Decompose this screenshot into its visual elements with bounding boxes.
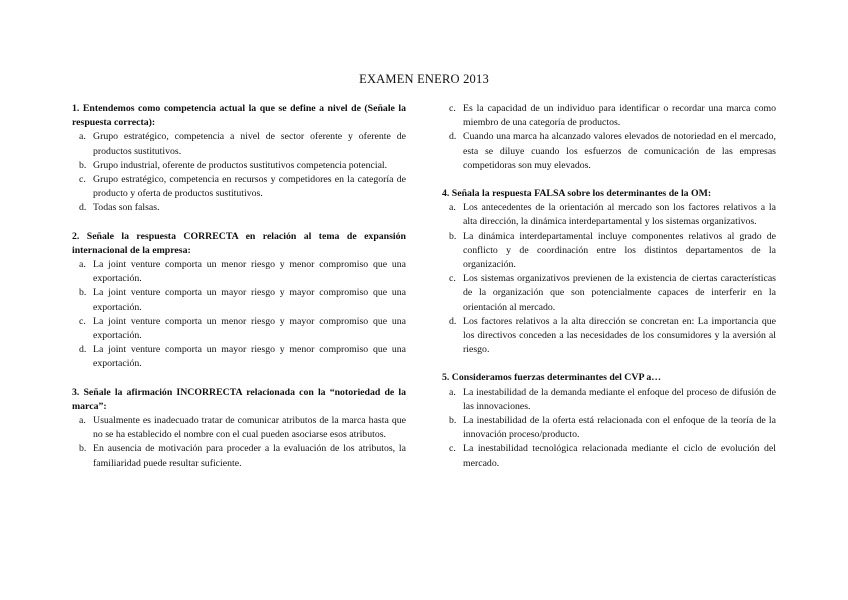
option-letter: d.	[449, 131, 457, 143]
question-title: 2. Señale la respuesta CORRECTA en relación al tema de expansión internacional de la empresa:	[72, 230, 406, 256]
option-item	[442, 201, 776, 229]
option-item	[442, 130, 776, 173]
option-letter: b.	[79, 159, 87, 171]
option-letter: a.	[79, 415, 86, 427]
option-letter: d.	[79, 202, 87, 214]
option-letter: a.	[79, 259, 86, 271]
right-column	[442, 102, 776, 485]
option-letter: c.	[449, 103, 456, 114]
option-item	[72, 286, 406, 314]
option-item	[72, 130, 406, 158]
options-list	[442, 102, 776, 173]
option-letter: b.	[79, 287, 87, 299]
options-list	[442, 386, 776, 471]
option-item	[442, 414, 776, 442]
option-item	[72, 258, 406, 286]
option-letter: c.	[449, 273, 456, 285]
option-text: La joint venture comporta un menor riesgo y mayor compromiso que una exportación.	[93, 315, 406, 342]
option-item	[72, 343, 406, 371]
option-item	[72, 173, 406, 201]
option-text: La joint venture comporta un mayor riesgo y mayor compromiso que una exportación.	[93, 287, 406, 313]
option-text: Grupo estratégico, competencia en recursos y competidores en la categoría de producto y oferta de productos sustitutivos.	[93, 174, 406, 200]
options-list	[72, 130, 406, 215]
option-text: La inestabilidad de la demanda mediante el enfoque del proceso de difusión de las innovaciones.	[463, 386, 776, 412]
options-list	[72, 258, 406, 372]
option-letter: d.	[449, 315, 457, 327]
question-title: 5. Consideramos fuerzas determinantes del CVP a…	[442, 372, 662, 384]
option-text: Los sistemas organizativos previenen de la existencia de ciertas características de la organización que son potencialmente capaces de interferir en la orientación al mercado.	[463, 273, 776, 313]
option-text: La inestabilidad tecnológica relacionada mediante el ciclo de evolución del mercado.	[463, 443, 776, 469]
option-letter: c.	[449, 443, 456, 455]
option-item	[72, 442, 406, 470]
question-4	[442, 187, 776, 357]
option-item	[442, 315, 776, 358]
option-text: La dinámica interdepartamental incluye componentes relativos al grado de conflicto y de coordinación entre los distintos departamentos de la organización.	[463, 230, 776, 271]
options-list	[442, 201, 776, 357]
option-item	[72, 159, 406, 173]
exam-title: EXAMEN ENERO 2013	[359, 72, 489, 86]
option-text: Es la capacidad de un individuo para identificar o recordar una marca como miembro de una categoría de productos.	[463, 103, 776, 129]
option-text: Todas son falsas.	[93, 202, 160, 214]
option-text: En ausencia de motivación para proceder a la evaluación de los atributos, la familiaridad puede resultar suficiente.	[93, 443, 406, 469]
option-letter: a.	[449, 386, 456, 398]
option-text: La joint venture comporta un mayor riesgo y menor compromiso que una exportación.	[93, 344, 406, 370]
option-text: Los antecedentes de la orientación al mercado son los factores relativos a la alta dirección, la dinámica interdepartamental y los sistemas organizativos.	[463, 202, 776, 228]
option-item	[72, 315, 406, 343]
question-3-continuation	[442, 102, 776, 173]
option-item	[72, 201, 406, 215]
question-title: 3. Señale la afirmación INCORRECTA relacionada con la “notoriedad de la marca”:	[72, 386, 406, 412]
option-letter: b.	[449, 230, 457, 242]
option-letter: c.	[79, 315, 86, 327]
left-column	[72, 102, 406, 485]
question-2	[72, 230, 406, 372]
option-letter: a.	[79, 131, 86, 143]
option-letter: b.	[449, 415, 457, 427]
option-item	[72, 414, 406, 442]
option-item	[442, 442, 776, 470]
option-letter: a.	[449, 202, 456, 214]
option-letter: d.	[79, 344, 87, 356]
options-list	[72, 414, 406, 471]
option-text: Usualmente es inadecuado tratar de comunicar atributos de la marca hasta que no se ha establecido el nombre con el cual pueden asociarse esos atributos.	[93, 415, 406, 441]
option-letter: c.	[79, 174, 86, 186]
question-title: 1. Entendemos como competencia actual la que se define a nivel de (Señale la respuesta correcta):	[72, 103, 406, 129]
option-item	[442, 102, 776, 130]
option-text: Cuando una marca ha alcanzado valores elevados de notoriedad en el mercado, esta se diluye cuando los esfuerzos de comunicación de las empresas competidoras son muy elevados.	[463, 131, 776, 171]
option-letter: b.	[79, 443, 87, 455]
question-title: 4. Señala la respuesta FALSA sobre los determinantes de la OM:	[442, 188, 712, 200]
option-text: La inestabilidad de la oferta está relacionada con el enfoque de la teoría de la innovación proceso/producto.	[463, 415, 776, 441]
option-text: Los factores relativos a la alta dirección se concretan en: La importancia que los directivos conceden a las necesidades de los consumidores y la aversión al riesgo.	[463, 315, 776, 356]
option-text: Grupo estratégico, competencia a nivel de sector oferente y oferente de productos sustitutivos.	[93, 131, 406, 157]
option-item	[442, 230, 776, 273]
option-item	[442, 386, 776, 414]
question-3	[72, 386, 406, 471]
option-item	[442, 272, 776, 315]
question-5	[442, 371, 776, 470]
option-text: Grupo industrial, oferente de productos sustitutivos competencia potencial.	[93, 159, 388, 171]
question-1	[72, 102, 406, 216]
option-text: La joint venture comporta un menor riesgo y menor compromiso que una exportación.	[93, 259, 406, 285]
